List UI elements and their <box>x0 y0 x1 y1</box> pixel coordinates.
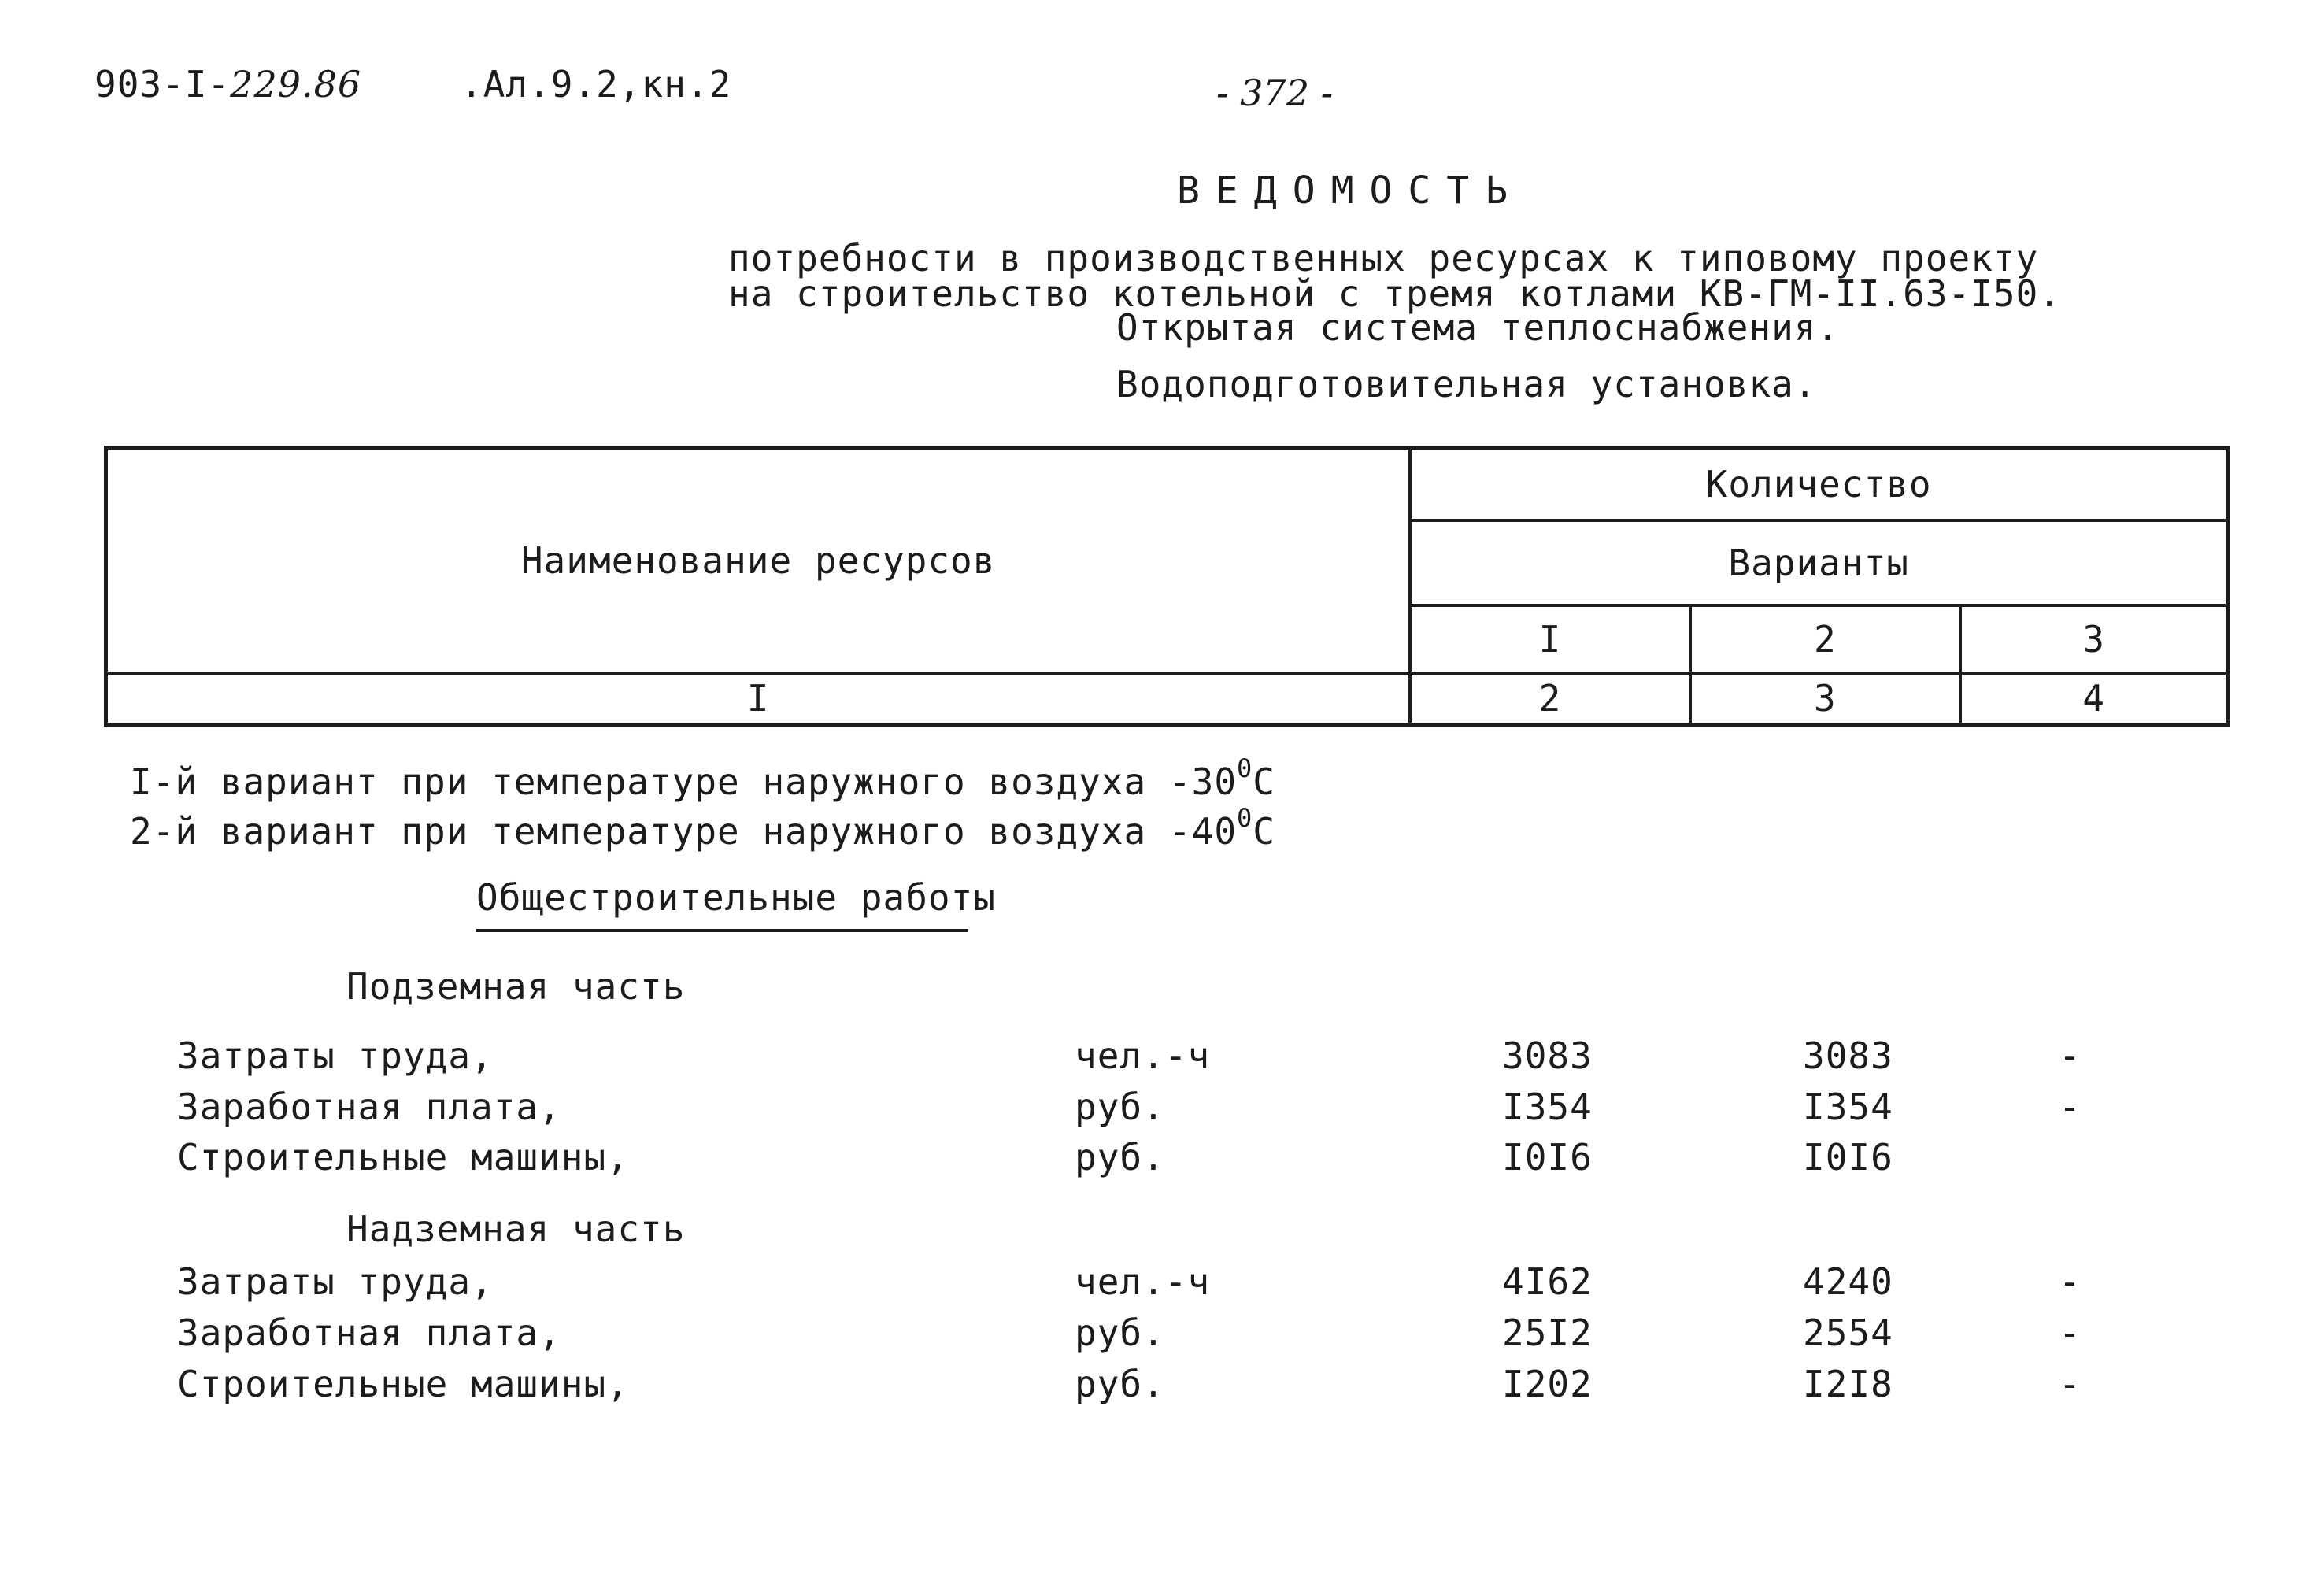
column-number-2: 2 <box>1410 673 1689 725</box>
subtitle-line-2: на строительство котельной с тремя котлами КВ-ГМ-II.63-I50. <box>728 272 2061 315</box>
variant-note-1: I-й вариант при температуре наружного воздуха $-30^0C$ <box>130 753 1275 803</box>
section-title-underline <box>476 929 968 932</box>
row-value-variant-3: - <box>2059 1260 2082 1303</box>
header-variant-3: 3 <box>1960 605 2227 673</box>
row-unit: руб. <box>1075 1363 1165 1405</box>
document-title: ВЕДОМОСТЬ <box>1177 168 1524 213</box>
page-number: - 372 - <box>1216 72 1334 114</box>
row-value-variant-1: 4I62 <box>1502 1260 1593 1303</box>
row-value-variant-1: I0I6 <box>1502 1136 1593 1179</box>
part-title-underground: Подземная часть <box>346 965 686 1008</box>
sheet-reference: .Ал.9.2,кн.2 <box>461 63 732 105</box>
section-title: Общестроительные работы <box>476 876 996 919</box>
row-value-variant-1: I202 <box>1502 1363 1593 1405</box>
header-variants: Варианты <box>1410 520 2227 605</box>
row-unit: руб. <box>1075 1086 1165 1128</box>
row-unit: руб. <box>1075 1136 1165 1179</box>
subtitle-line-3: Открытая система теплоснабжения. <box>1116 306 1840 349</box>
row-name: Строительные машины, <box>177 1136 629 1179</box>
header-variant-2: 2 <box>1690 605 1960 673</box>
row-value-variant-2: 3083 <box>1803 1034 1893 1077</box>
row-value-variant-1: 3083 <box>1502 1034 1593 1077</box>
row-unit: чел.-ч <box>1075 1260 1211 1303</box>
row-name: Заработная плата, <box>177 1312 561 1354</box>
row-value-variant-2: I2I8 <box>1803 1363 1893 1405</box>
part-title-aboveground: Надземная часть <box>346 1208 686 1250</box>
column-number-4: 4 <box>1960 673 2227 725</box>
row-name: Затраты труда, <box>177 1034 494 1077</box>
header-quantity: Количество <box>1410 448 2227 520</box>
column-number-3: 3 <box>1690 673 1960 725</box>
document-code-handwritten: 229.86 <box>230 63 362 105</box>
row-value-variant-3: - <box>2059 1086 2082 1128</box>
header-variant-1: I <box>1410 605 1689 673</box>
row-value-variant-2: 2554 <box>1803 1312 1893 1354</box>
row-value-variant-3: - <box>2059 1363 2082 1405</box>
row-name: Заработная плата, <box>177 1086 561 1128</box>
row-name: Затраты труда, <box>177 1260 494 1303</box>
row-value-variant-1: I354 <box>1502 1086 1593 1128</box>
row-name: Строительные машины, <box>177 1363 629 1405</box>
row-value-variant-1: 25I2 <box>1502 1312 1593 1354</box>
document-code-prefix: 903-I- <box>94 63 231 105</box>
column-number-1: I <box>106 673 1411 725</box>
row-unit: чел.-ч <box>1075 1034 1211 1077</box>
row-unit: руб. <box>1075 1312 1165 1354</box>
row-value-variant-2: 4240 <box>1803 1260 1893 1303</box>
header-resource-name: Наименование ресурсов <box>106 448 1411 673</box>
row-value-variant-3: - <box>2059 1312 2082 1354</box>
row-value-variant-3: - <box>2059 1034 2082 1077</box>
document-code <box>94 63 362 105</box>
subtitle-line-4: Водоподготовительная установка. <box>1116 363 1817 405</box>
variant-note-2: 2-й вариант при температуре наружного воздуха $-40^0C$ <box>130 803 1275 853</box>
row-value-variant-2: I354 <box>1803 1086 1893 1128</box>
row-value-variant-2: I0I6 <box>1803 1136 1893 1179</box>
resource-table-header <box>104 446 2230 727</box>
subtitle-line-1: потребности в производственных ресурсах к типовому проекту <box>728 237 2039 279</box>
